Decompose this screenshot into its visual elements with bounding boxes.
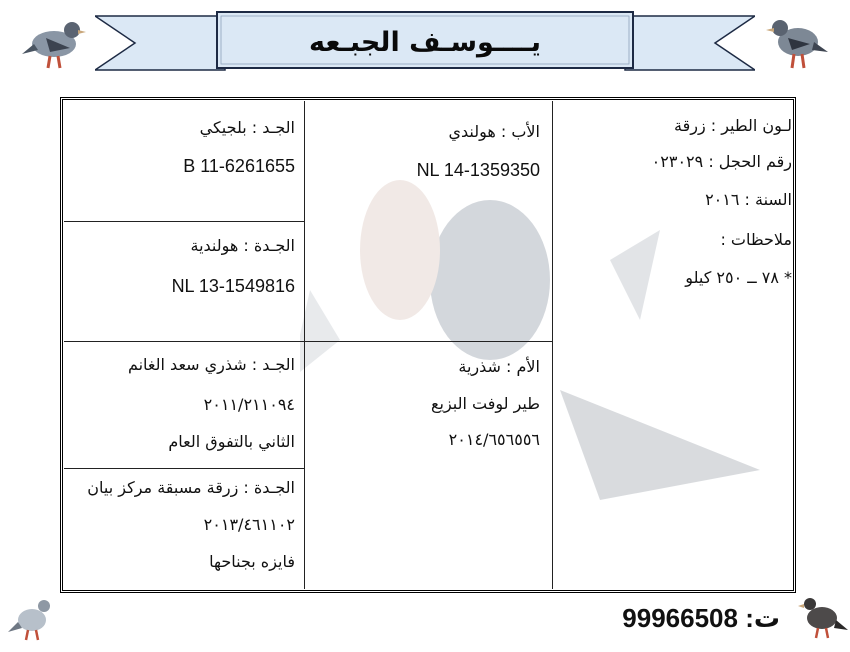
phone-number: ت: 99966508 (622, 603, 780, 633)
mother-label: الأم : شذرية (458, 357, 540, 376)
father-ring: NL 14-1359350 (416, 160, 540, 180)
column-divider (304, 101, 305, 589)
pigeon-icon-top-right (766, 8, 830, 74)
row-divider (64, 341, 552, 342)
mother-ring: ٢٠١٤/٦٥٦٥٥٦ (448, 430, 540, 449)
father-label: الأب : هولندي (448, 122, 540, 141)
bird-color: لـون الطير : زرقة (673, 116, 792, 135)
bird-notes: * ٧٨ ــ ٢٥٠ كيلو (685, 268, 792, 287)
mother-grandmother-label: الجـدة : زرقة مسبقة مركز بيان (87, 478, 295, 497)
pigeon-icon-bottom-left (8, 592, 56, 644)
father-grandmother-label: الجـدة : هولندية (190, 236, 295, 255)
pigeon-icon-top-left (20, 8, 88, 74)
mother-grandmother-award: فايزه بجناحها (209, 552, 295, 571)
row-divider (64, 221, 304, 222)
mother-line2: طير لوفت البزيع (430, 394, 540, 413)
bird-year: السنة : ٢٠١٦ (705, 190, 792, 209)
mother-grandfather-label: الجـد : شذري سعد الغانم (127, 355, 295, 374)
father-grandfather-label: الجـد : بلجيكي (199, 118, 295, 137)
mother-grandfather-award: الثاني بالتفوق العام (168, 432, 295, 451)
father-grandfather-ring: B 11-6261655 (183, 156, 295, 176)
bird-ring: رقم الحجل : ٠٢٣٠٢٩ (651, 152, 792, 171)
column-divider (552, 101, 553, 589)
mother-grandfather-ring: ٢٠١١/٢١١٠٩٤ (203, 395, 295, 414)
bird-notes-label: ملاحظات : (720, 230, 792, 249)
row-divider (64, 468, 304, 469)
page-title: يــــوسـف الجبـعه (308, 26, 542, 58)
pigeon-icon-bottom-right (798, 590, 848, 642)
mother-grandmother-ring: ٢٠١٣/٤٦١١٠٢ (203, 515, 295, 534)
father-grandmother-ring: NL 13-1549816 (171, 276, 295, 296)
